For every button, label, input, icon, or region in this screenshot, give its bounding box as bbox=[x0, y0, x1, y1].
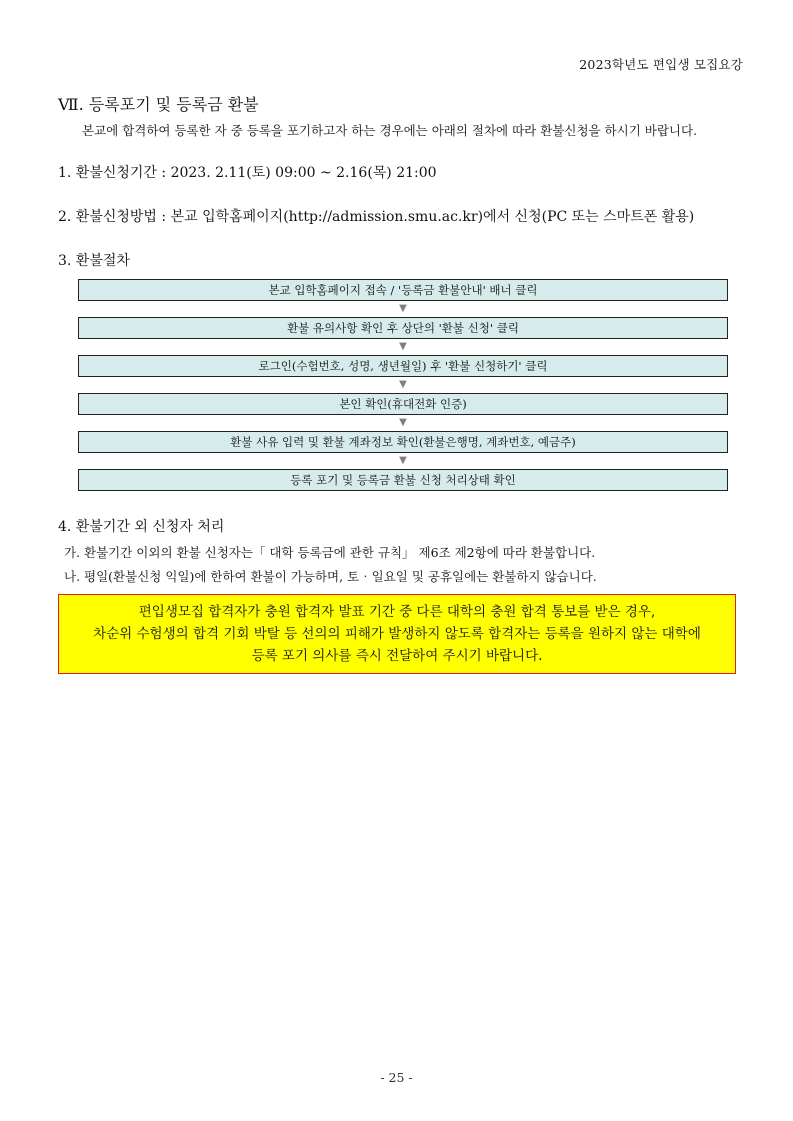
procedure-step-2: 환불 유의사항 확인 후 상단의 '환불 신청' 클릭 bbox=[78, 317, 728, 339]
refund-procedure-title: 3. 환불절차 bbox=[58, 253, 130, 269]
down-arrow-icon: ▼ bbox=[399, 455, 407, 466]
outside-period-rule-a: 가. 환불기간 이외의 환불 신청자는「 대학 등록금에 관한 규칙」 제6조 제2항에 따라 환불합니다. bbox=[64, 545, 596, 560]
procedure-step-5: 환불 사유 입력 및 환불 계좌정보 확인(환불은행명, 계좌번호, 예금주) bbox=[78, 431, 728, 453]
refund-procedure-flowchart bbox=[78, 279, 728, 491]
notice-line-1: 편입생모집 합격자가 충원 합격자 발표 기간 중 다른 대학의 충원 합격 통보를 받은 경우, bbox=[138, 604, 656, 620]
document-header: 2023학년도 편입생 모집요강 bbox=[579, 57, 743, 72]
refund-method: 2. 환불신청방법 : 본교 입학홈페이지(http://admission.smu.ac.kr)에서 신청(PC 또는 스마트폰 활용) bbox=[58, 209, 695, 225]
procedure-step-4: 본인 확인(휴대전화 인증) bbox=[78, 393, 728, 415]
refund-period: 1. 환불신청기간 : 2023. 2.11(토) 09:00 ~ 2.16(목) 21:00 bbox=[58, 165, 437, 181]
section-title: Ⅶ. 등록포기 및 등록금 환불 bbox=[58, 95, 259, 114]
notice-line-3: 등록 포기 의사를 즉시 전달하여 주시기 바랍니다. bbox=[251, 648, 543, 664]
outside-period-title: 4. 환불기간 외 신청자 처리 bbox=[58, 519, 225, 535]
procedure-step-3: 로그인(수험번호, 성명, 생년월일) 후 '환불 신청하기' 클릭 bbox=[78, 355, 728, 377]
down-arrow-icon: ▼ bbox=[399, 303, 407, 314]
down-arrow-icon: ▼ bbox=[399, 417, 407, 428]
procedure-step-6: 등록 포기 및 등록금 환불 신청 처리상태 확인 bbox=[78, 469, 728, 491]
page-number: - 25 - bbox=[380, 1070, 413, 1085]
down-arrow-icon: ▼ bbox=[399, 379, 407, 390]
notice-box bbox=[58, 594, 736, 674]
down-arrow-icon: ▼ bbox=[399, 341, 407, 352]
notice-line-2: 차순위 수험생의 합격 기회 박탈 등 선의의 피해가 발생하지 않도록 합격자는 등록을 원하지 않는 대학에 bbox=[93, 626, 701, 642]
outside-period-rule-b: 나. 평일(환불신청 익일)에 한하여 환불이 가능하며, 토‧일요일 및 공휴일에는 환불하지 않습니다. bbox=[64, 569, 597, 584]
section-intro: 본교에 합격하여 등록한 자 중 등록을 포기하고자 하는 경우에는 아래의 절차에 따라 환불신청을 하시기 바랍니다. bbox=[82, 123, 698, 138]
procedure-step-1: 본교 입학홈페이지 접속 / '등록금 환불안내' 배너 클릭 bbox=[78, 279, 728, 301]
